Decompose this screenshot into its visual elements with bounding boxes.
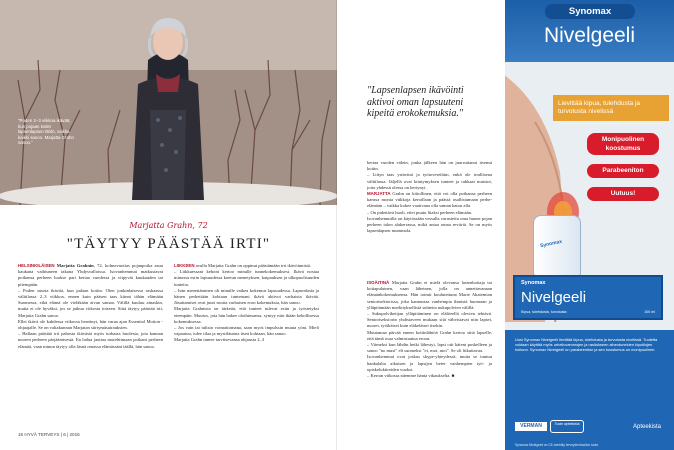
portrait-photo (0, 0, 337, 205)
brand-logo: Synomax (545, 4, 635, 19)
box-info: Kipua, tulehdusta, turvotusta (521, 310, 567, 314)
lead-word: HELSINKILÄISEN (18, 263, 55, 268)
paragraph: – Liityn taas ystäviini ja työtovereihini, enkä ole irrallisena välitilassa. Jäljellä ovat kiintymyksen tunteet ja rakkaat muistot, joita yhdessä olessa on kertynyt. (367, 172, 492, 190)
paragraph: , 72, kolmevuotias pojanpoika asuu kaukana vaihtuneen takana Yhdysvalloissa. Isovanhemmat matkustavat poikansa perheen luokse pari kertaa vuodessa ja viipyvät kuukauden tai pitempään. (18, 263, 163, 287)
article-title: "TÄYTYY PÄÄSTÄÄ IRTI" (66, 236, 271, 252)
box-product-name: Nivelgeeli (521, 289, 587, 306)
paragraph: Marjatta Grahnista on tärkeää, että tunteet tulevat esiin ja työstetyksi eteenpäin. Muutos, jota hän hakee oloihinsansa, syntyy niin ikään kehollisessa kokemuksessa. (174, 306, 319, 324)
photo-illustration (0, 0, 337, 205)
box-size: 100 ml (644, 310, 655, 314)
paragraph: Isovanhemmilla on käytössään vessalla varustettu oma huone pojan perheen talon alakerrassa, mikä antaa omaa reviiriä. Se on myös lapsenlapsen mummola. (367, 215, 492, 234)
paragraph: – Kerran viikossa näemme hänta vikaukselta. ■ (367, 373, 455, 379)
paragraph: – Liikkuessani kehoni kertoo minulle tunnekokemuksesi. Ikävä nostaa minussa esiin lapsuudessa koetun menetyksen, kaipauksen ja ulkopuolisuuden tunteita. (174, 269, 319, 287)
box-logo: Synomax (521, 280, 546, 286)
article-column-3 (367, 160, 492, 234)
paragraph: kertaa vuoden välein, jonka jälkeen hän on juurruttanut itsensä kotiin. (367, 160, 492, 172)
paragraph: – On pidettävä huoli, ettei puutu liiaksi perheen elämään. (367, 209, 473, 215)
ad-header (505, 0, 674, 62)
lead-word: MARJATTA (367, 191, 391, 197)
ad-body (505, 330, 674, 450)
ad-tagline: Lievittää kipua, tulehdusta ja turvotusta nivelissä (553, 95, 669, 121)
paragraph: – Poden suurta ikävää, kun palaan kotiin. Olen jonkinlaisessa raskaassa välitilassa 2–3 viikkoa, ennen kuin pääsen taas kiinni tähän elämään Suomessa, eikä elämä ole vieläkään aivan samaa. Välillä kuuluu ainaskin, mutta ei ole hyväksi, jos se jatkuu viikosta toiseen. Siitä täytyy päästää irti, Marjatta Grahn sanoo. (18, 287, 163, 318)
product-box (513, 275, 663, 320)
paragraph: Ellei ikävä ole kahdessa viikossa hereänyt, hän varaa ajan Essential Motion -ohjaajalle. Se on valtakunnan Marjatan siirtymäsairauksien. (18, 318, 163, 331)
apteekista-label: Apteekista (633, 424, 662, 430)
pull-quote: "Lapsenlapsen ikävöinti aktivoi oman lapsuuteni kipeitä erokokemuksia." (367, 85, 464, 119)
tube-label: Synomax (539, 238, 563, 250)
lead-name: Marjatta Grahnin (56, 263, 94, 268)
article-subtitle: Marjatta Grahn, 72 (129, 221, 208, 230)
paragraph: – Isän menettäminen oli minulle vaikea kokemus lapsuudessa. Lapsenlasta ja hänen perhettään kohtaan tuntemani ikävä aktivoi varhaista ikävää. Jäsuttamiset ovat juuri nostta varhaisen eron kokemuksia, hän sanoo. (174, 287, 319, 306)
article-column-2 (174, 263, 319, 344)
paragraph: Marjatta Grahn ei mielä olevansa lastenhoitaja tai kotiapulainen, vaan läheinen, jolla on annettavanaan elämänkokemuksensa. Hän toimii koulutettuna Marie Akatemian seniorisektorissa, joka kannustaa vanhempia ihmisiä huomaan ja ylläpitämään merkityksellisiä suhteita nukupolvien välillä. (367, 280, 492, 310)
advertisement (505, 0, 674, 450)
article-column-4 (367, 280, 492, 379)
paragraph: Muutamaa päivää ennen kotiinlähtöä Grahn kertoo siitä lapselle, että tämä osaa valmistautua eroon. (367, 329, 492, 341)
feature-badge-composition: Monipuolinen koostumus (587, 133, 659, 155)
page-folio: 16 HYVÄ TERVEYS | 6 | 2016 (18, 432, 80, 437)
paragraph: Grahn on kiitollinen, että voi olla poikansa perheen kanssa monia viikkoja kerrallaan ja päästä osallistumaan perhe-elämään – vaikka kokee vaativana olla saman katon alla. (367, 191, 492, 209)
lead-word: LIIKKEEN (174, 263, 195, 268)
paragraph: – Jos vain tai tulisin voimattomana, saan myös impulssin muuta yöni. Mieli vapautuu, tulee tilaa ja mystiläumia itseä kohtaan, hän sanoo. (174, 325, 319, 337)
ad-description: Uusi Synomax Nivelgeeli lievittää kipua, tulehdusta ja turvotusta nivelissä. Tuotetta voidaan käyttää myös urheiluvammojen ja rasitukseen aiheutuneiden kiputilojen hoitoon. Synomax Nivelgeeli on parabeeniton ja sen koostumus on monipuolinen. (515, 337, 658, 353)
ad-fine-print: Synomax Nivelgeeli on CE-merkitty terveydenhuollon tuote. (515, 443, 599, 447)
verman-logo: VERMAN (515, 422, 547, 431)
paragraph: – Sukupolvikeitjan ylläpitäminen on elälöeellä olevien tehtävä. Senioriseksiorin yhdistaveen mukaan sitä vähvistavat niin lapset, nuoret, työikäiset kuin eläkeläiset itsekin. (367, 311, 492, 329)
feature-badge-new: Uutuus! (587, 187, 659, 201)
product-tube (533, 215, 581, 277)
paragraph: – Hallaan päästää irti pahosta ikävästä myös turhasta huolesta, jota kannan nuoren perheen pärjäämisestä. En halua jauttaa murehtimaan poikani perheen elämää, vaan minun täytyy olla läsnä omassa elämässäni täällä, hän sanoo. (18, 331, 163, 349)
right-page-text (337, 0, 505, 450)
pharmacy-badge: Tuote apteekista (550, 420, 584, 433)
lead-word: ISOÄITINÄ (367, 280, 390, 285)
feature-badge-paraben-free: Parabeeniton (587, 164, 659, 178)
article-column-1 (18, 263, 163, 350)
paragraph: Marjatta Grahn tuntee tarvitsevansa ohjausta 2–3 (174, 337, 265, 343)
product-name: Nivelgeeli (543, 24, 636, 47)
paragraph: avulla Marjatta Grahn on oppinut päästämään irti ikävöinnistä. (194, 263, 311, 268)
paragraph: Isovanhemmat ovat joskus skype-yhteydessä, mutta se tuntuu hankalalta aikuisen ja lapsijen beter vanhempien työ- ja opiskelukiireiden vuoksi. (367, 354, 492, 372)
photo-caption: "Poden 2–3 viikkoa ikävää, kun pojaan kotiin lapsenlapsen lähtö, vaikka kaikki sanoo. Marjatta Grahn sanoo." (18, 118, 74, 146)
paragraph: – Viimeksi kun lähdin hetki lähestyi, lapsi otti käteni poskelleen ja sanoo "no must" eli suomeksi "ei, moi, moi". Se oli liikuttavaa. (367, 342, 492, 354)
